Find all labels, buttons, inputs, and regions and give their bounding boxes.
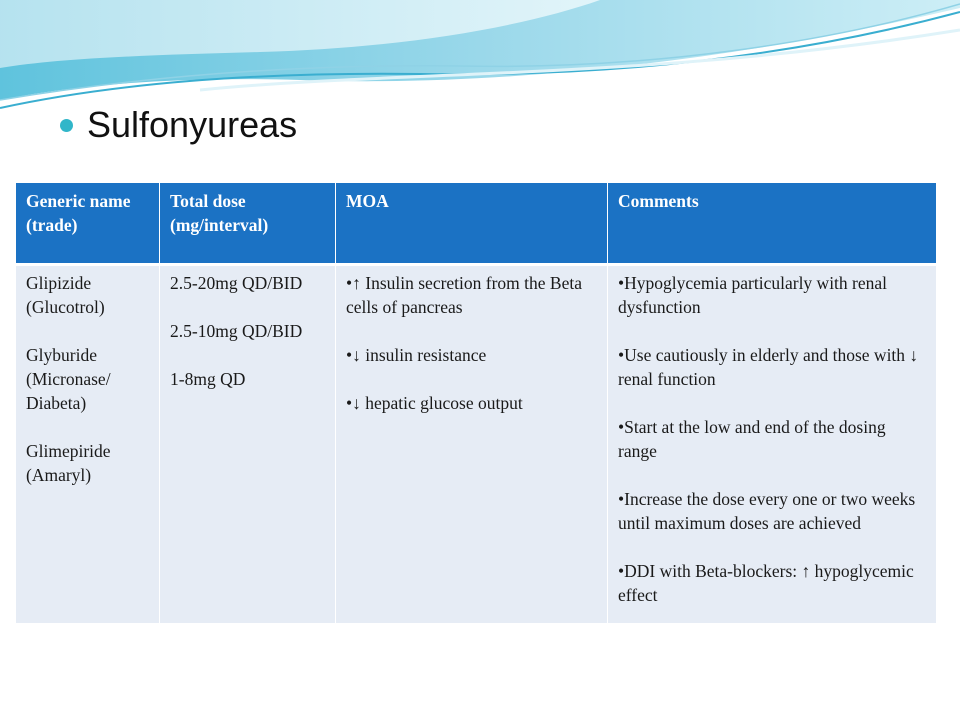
generic-name-item: Glimepiride (Amaryl) (26, 441, 111, 485)
moa-item: •↓ hepatic glucose output (346, 393, 523, 413)
dose-item: 2.5-10mg QD/BID (170, 321, 303, 341)
comment-item: •Start at the low and end of the dosing range (618, 417, 886, 461)
header-total-dose: Total dose (mg/interval) (160, 183, 336, 266)
header-moa: MOA (336, 183, 608, 266)
moa-item: •↓ insulin resistance (346, 345, 487, 365)
header-comments: Comments (608, 183, 936, 266)
generic-name-item: Glipizide (Glucotrol) (26, 273, 105, 317)
table-row (16, 266, 936, 623)
dose-item: 1-8mg QD (170, 369, 246, 389)
comment-item: •Increase the dose every one or two weeks until maximum doses are achieved (618, 489, 916, 533)
moa-cell (336, 266, 608, 623)
dose-item: 2.5-20mg QD/BID (170, 273, 303, 293)
generic-name-cell (16, 266, 160, 623)
total-dose-cell (160, 266, 336, 623)
slide-title: Sulfonyureas (87, 104, 298, 145)
title-row (60, 100, 297, 150)
moa-item: •↑ Insulin secretion from the Beta cells of pancreas (346, 273, 582, 317)
comment-item: •Use cautiously in elderly and those with ↓ renal function (618, 345, 919, 389)
comment-item: •DDI with Beta-blockers: ↑ hypoglycemic effect (618, 561, 914, 605)
header-generic-name: Generic name (trade) (16, 183, 160, 266)
comments-cell (608, 266, 936, 623)
bullet-icon (60, 119, 73, 132)
sulfonylurea-table (16, 183, 936, 623)
generic-name-item: Glyburide (Micronase/ Diabeta) (26, 345, 111, 413)
comment-item: •Hypoglycemia particularly with renal dysfunction (618, 273, 888, 317)
table-header-row (16, 183, 936, 266)
